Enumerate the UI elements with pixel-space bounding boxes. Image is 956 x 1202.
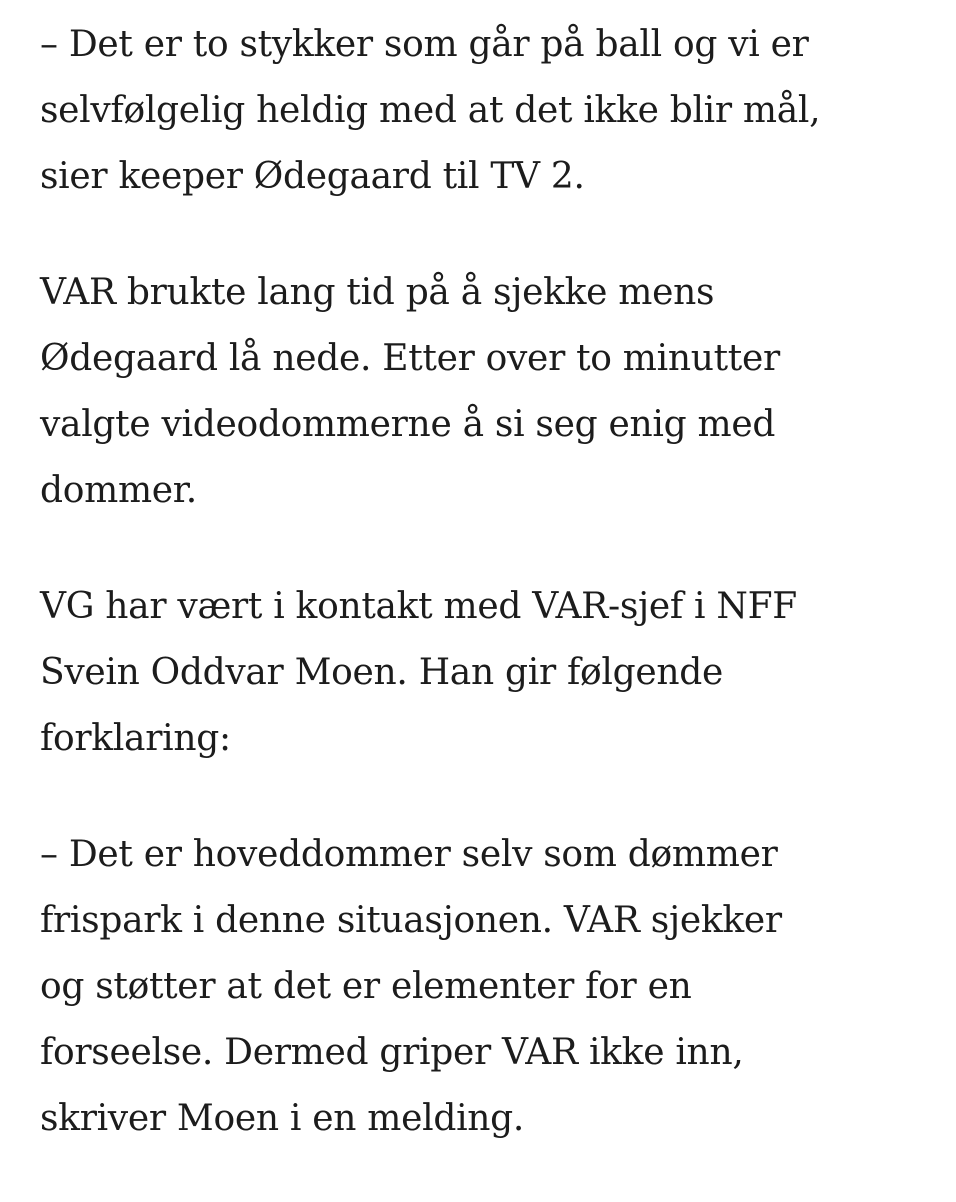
text-line: – Det er hoveddommer selv som dømmer	[40, 834, 778, 875]
paragraph-quote-moen	[40, 822, 940, 1152]
text-line: forseelse. Dermed griper VAR ikke inn,	[40, 1032, 744, 1073]
text-line: valgte videodommerne å si seg enig med	[40, 404, 776, 445]
text-line: Ødegaard lå nede. Etter over to minutter	[40, 338, 780, 379]
text-line: VAR brukte lang tid på å sjekke mens	[40, 272, 715, 313]
paragraph-vg-contact	[40, 574, 940, 772]
text-line: selvfølgelig heldig med at det ikke blir mål,	[40, 90, 821, 131]
text-line: frispark i denne situasjonen. VAR sjekker	[40, 900, 782, 941]
text-line: og støtter at det er elementer for en	[40, 966, 692, 1007]
paragraph-quote-odegaard	[40, 12, 940, 210]
text-line: VG har vært i kontakt med VAR-sjef i NFF	[40, 586, 797, 627]
text-line: sier keeper Ødegaard til TV 2.	[40, 156, 585, 197]
text-line: Svein Oddvar Moen. Han gir følgende	[40, 652, 724, 693]
text-line: forklaring:	[40, 718, 231, 759]
article-body	[40, 12, 940, 1202]
paragraph-var-check	[40, 260, 940, 524]
text-line: dommer.	[40, 470, 197, 511]
text-line: – Det er to stykker som går på ball og vi er	[40, 24, 809, 65]
text-line: skriver Moen i en melding.	[40, 1098, 525, 1139]
